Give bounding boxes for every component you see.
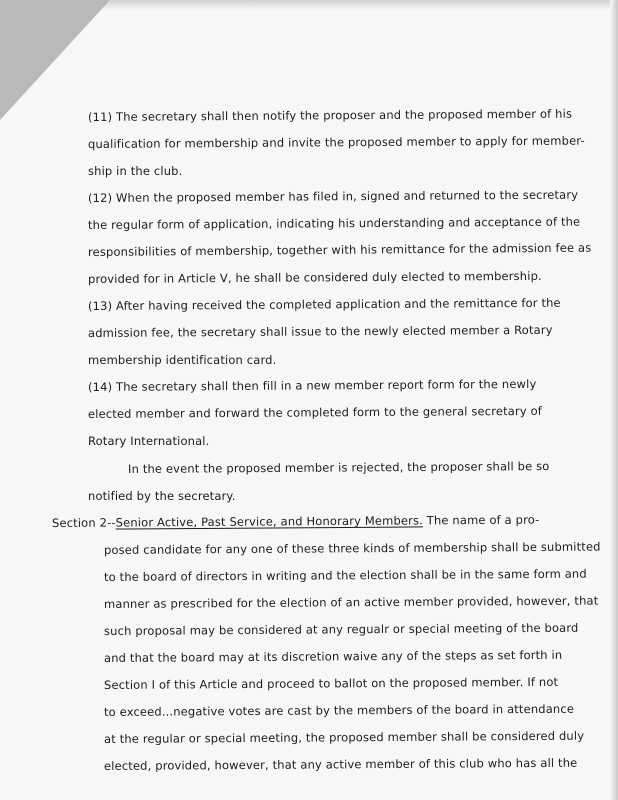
text-line: elected, provided, however, that any active member of this club who has all the — [103, 755, 578, 773]
text-line: and that the board may at its discretion waive any of the steps as set forth in — [103, 647, 563, 665]
text-line: responsibilities of membership, together with his remittance for the admission fee as — [87, 240, 592, 259]
text-line: (13) After having received the completed application and the remittance for the — [87, 295, 561, 313]
text-line: to the board of directors in writing and the election shall be in the same form and — [103, 566, 587, 584]
text-line: admission fee, the secretary shall issue to the newly elected member a Rotary — [87, 322, 553, 340]
text-line: Section I of this Article and proceed to ballot on the proposed member. If not — [103, 674, 559, 692]
text-line: to exceed...negative votes are cast by the members of the board in attendance — [103, 701, 575, 719]
text-line: (12) When the proposed member has filed in, signed and returned to the secretary — [87, 187, 579, 205]
text-line: such proposal may be considered at any regualr or special meeting of the board — [103, 620, 579, 638]
text-line: manner as prescribed for the election of an active member provided, however, that — [103, 593, 599, 611]
text-line: the regular form of application, indicating his understanding and acceptance of the — [87, 214, 581, 232]
section-2-label: Section 2-- — [51, 515, 116, 530]
text-line: ship in the club. — [88, 164, 183, 178]
section-2-text: The name of a pro- — [422, 512, 540, 528]
text-line: provided for in Article V, he shall be considered duly elected to membership. — [87, 268, 542, 286]
section-2-title: Senior Active, Past Service, and Honorary Members. — [115, 513, 424, 530]
page-right-edge — [610, 0, 618, 800]
text-line: (14) The secretary shall then fill in a new member report form for the newly — [87, 376, 537, 394]
text-line: In the event the proposed member is rejected, the proposer shall be so — [127, 459, 550, 476]
text-line: at the regular or special meeting, the proposed member shall be considered duly — [103, 728, 585, 746]
text-line: membership identification card. — [88, 353, 277, 367]
text-line: posed candidate for any one of these three kinds of membership shall be submitted — [103, 539, 601, 557]
page-corner-shadow — [0, 0, 110, 120]
text-line: elected member and forward the completed form to the general secretary of — [87, 403, 543, 421]
text-line: qualification for membership and invite the proposed member to apply for member- — [87, 133, 585, 151]
text-line: Rotary International. — [88, 434, 210, 448]
section-2-heading-line — [52, 513, 539, 530]
text-line: notified by the secretary. — [88, 489, 236, 503]
text-line: (11) The secretary shall then notify the proposer and the proposed member of his — [87, 106, 573, 124]
